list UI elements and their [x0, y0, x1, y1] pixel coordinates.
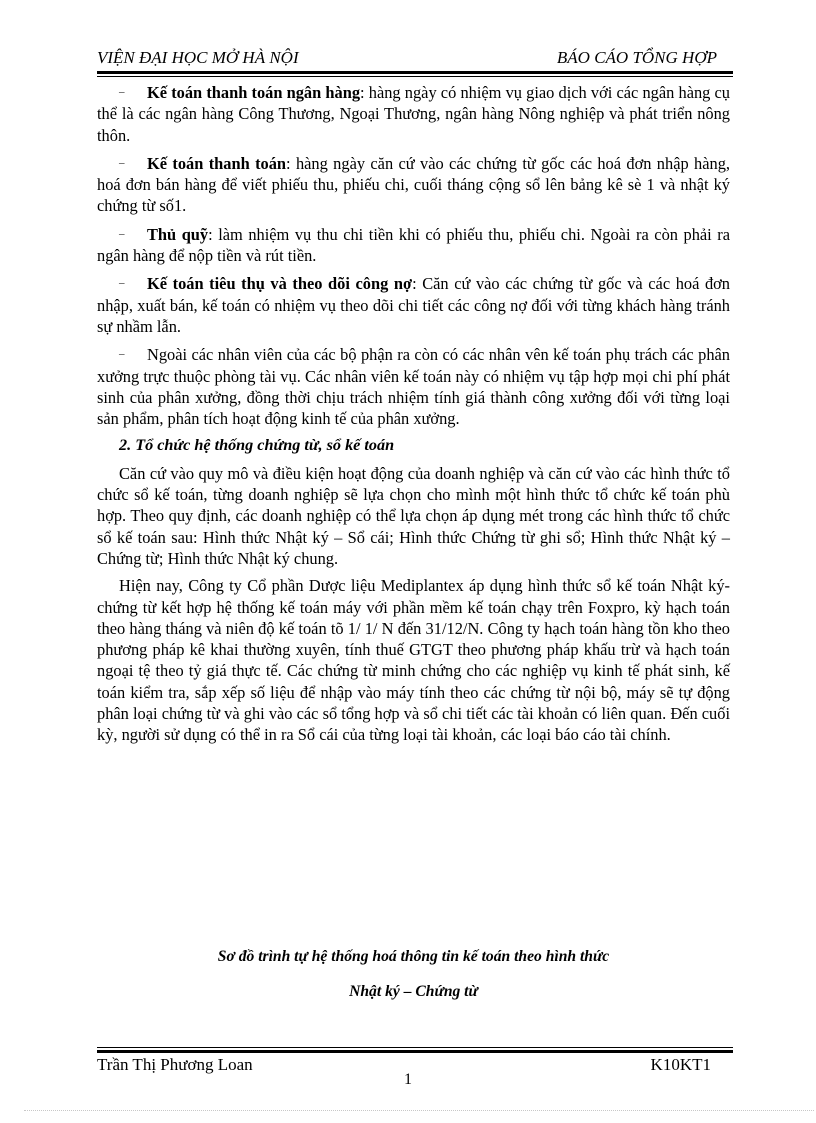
dash-bullet-icon: –	[119, 348, 125, 361]
header-rule-thick	[97, 71, 733, 74]
bullet-item	[97, 344, 730, 429]
header-report-title: BÁO CÁO TỔNG HỢP	[556, 48, 717, 67]
bullet-text: : hàng ngày căn cứ vào các chứng từ gốc các hoá đơn nhập hàng, hoá đơn bán hàng để viết phiếu thu, phiếu chi, cuối tháng cộng sổ lên bảng kê sè 1 và nhật ký chứng từ số1.	[97, 153, 730, 216]
bullet-item	[97, 273, 730, 337]
bullet-item	[97, 153, 730, 217]
dash-bullet-icon: –	[119, 86, 125, 98]
document-body	[97, 82, 730, 746]
bullet-text: : Căn cứ vào các chứng từ gốc và các hoá đơn nhập, xuất bán, kế toán có nhiệm vụ theo dõi chi tiết các công nợ đối với từng khách hàng tránh sự nhầm lẫn.	[97, 274, 730, 336]
bullet-term: Kế toán thanh toán ngân hàng	[147, 83, 361, 102]
diagram-title-line1: Sơ đồ trình tự hệ thống hoá thông tin kế toán theo hình thức	[217, 948, 610, 965]
paragraph: Hiện nay, Công ty Cổ phần Dược liệu Mediplantex áp dụng hình thức sổ kế toán Nhật ký- chứng từ kết hợp hệ thống kế toán máy với phần mềm kế toán chạy trên Foxpro, kỳ hạch toán theo hàng tháng và niên độ kế toán tõ 1/ 1/ N đến 31/12/N. Công ty hạch toán hàng tồn kho theo phương pháp kê khai thường xuyên, tính thuế GTGT theo phương pháp khấu trừ và hạch toán ngoại tệ theo tỷ giá thực tế. Các chứng từ minh chứng cho các nghiệp vụ kinh tế phát sinh, kế toán kiểm tra, sắp xếp số liệu để nhập vào máy tính theo các chứng từ nội bộ, máy sẽ tự động phân loại chứng từ và ghi vào các sổ tổng hợp và sổ chi tiết các tài khoản có liên quan. Đến cuối kỳ, người sử dụng có thể in ra Sổ cái của từng loại tài khoản, các loại báo cáo tài chính.	[97, 576, 730, 745]
header-institution: VIỆN ĐẠI HỌC MỞ HÀ NỘI	[97, 48, 299, 67]
section-heading: 2. Tổ chức hệ thống chứng từ, sổ kế toán	[119, 436, 395, 455]
header-rule-thin	[97, 76, 733, 77]
bullet-item	[97, 82, 730, 146]
paragraph: Căn cứ vào quy mô và điều kiện hoạt động của doanh nghiệp và căn cứ vào các hình thức tổ chức sổ kế toán, từng doanh nghiệp sẽ lựa chọn cho mình một hình thức tổ chức kế toán phù hợp. Theo quy định, các doanh nghiệp có thể lựa chọn áp dụng mét trong các hình thức tổ chức sổ kế toán sau: Hình thức Nhật ký – Sổ cái; Hình thức Chứng từ ghi sổ; Hình thức Nhật ký – Chứng từ; Hình thức Nhật ký chung.	[97, 463, 730, 568]
footer-rule-thick	[97, 1050, 733, 1053]
bullet-item	[97, 224, 730, 267]
bullet-text: : hàng ngày có nhiệm vụ giao dịch với các ngân hàng cụ thể là các ngân hàng Công Thương, Ngoại Thương, ngân hàng Nông nghiệp và phát triển nông thôn.	[97, 83, 730, 145]
bullet-term: Kế toán tiêu thụ và theo dõi công nợ	[147, 274, 413, 294]
bullet-term: Thủ quỹ	[147, 224, 209, 244]
page-boundary	[24, 1110, 814, 1111]
footer-author: Trần Thị Phương Loan	[97, 1055, 253, 1074]
diagram-title-line2: Nhật ký – Chứng từ	[349, 983, 478, 1000]
dash-bullet-icon: –	[119, 277, 125, 290]
dash-bullet-icon: –	[119, 156, 125, 169]
bullet-term: Kế toán thanh toán	[147, 153, 287, 173]
footer-class-code: K10KT1	[650, 1055, 711, 1074]
bullet-text: : làm nhiệm vụ thu chi tiền khi có phiếu thu, phiếu chi. Ngoài ra còn phải ra ngân hàng để nộp tiền và rút tiền.	[97, 224, 730, 266]
bullet-text: Ngoài các nhân viên của các bộ phận ra còn có các nhân vên kế toán phụ trách các phân xưởng trực thuộc phòng tài vụ. Các nhân viên kế toán này có nhiệm vụ tập hợp mọi chi phí phát sinh của phân xưởng, đồng thời chịu trách nhiệm tính giá thành công xưởng đối với từng loại sản phẩm, phân tích hoạt động kinh tế của phân xưởng.	[97, 345, 730, 429]
page-number: 1	[404, 1071, 412, 1088]
dash-bullet-icon: –	[119, 227, 125, 240]
page-header	[97, 48, 733, 70]
footer-rule-thin	[97, 1047, 733, 1048]
